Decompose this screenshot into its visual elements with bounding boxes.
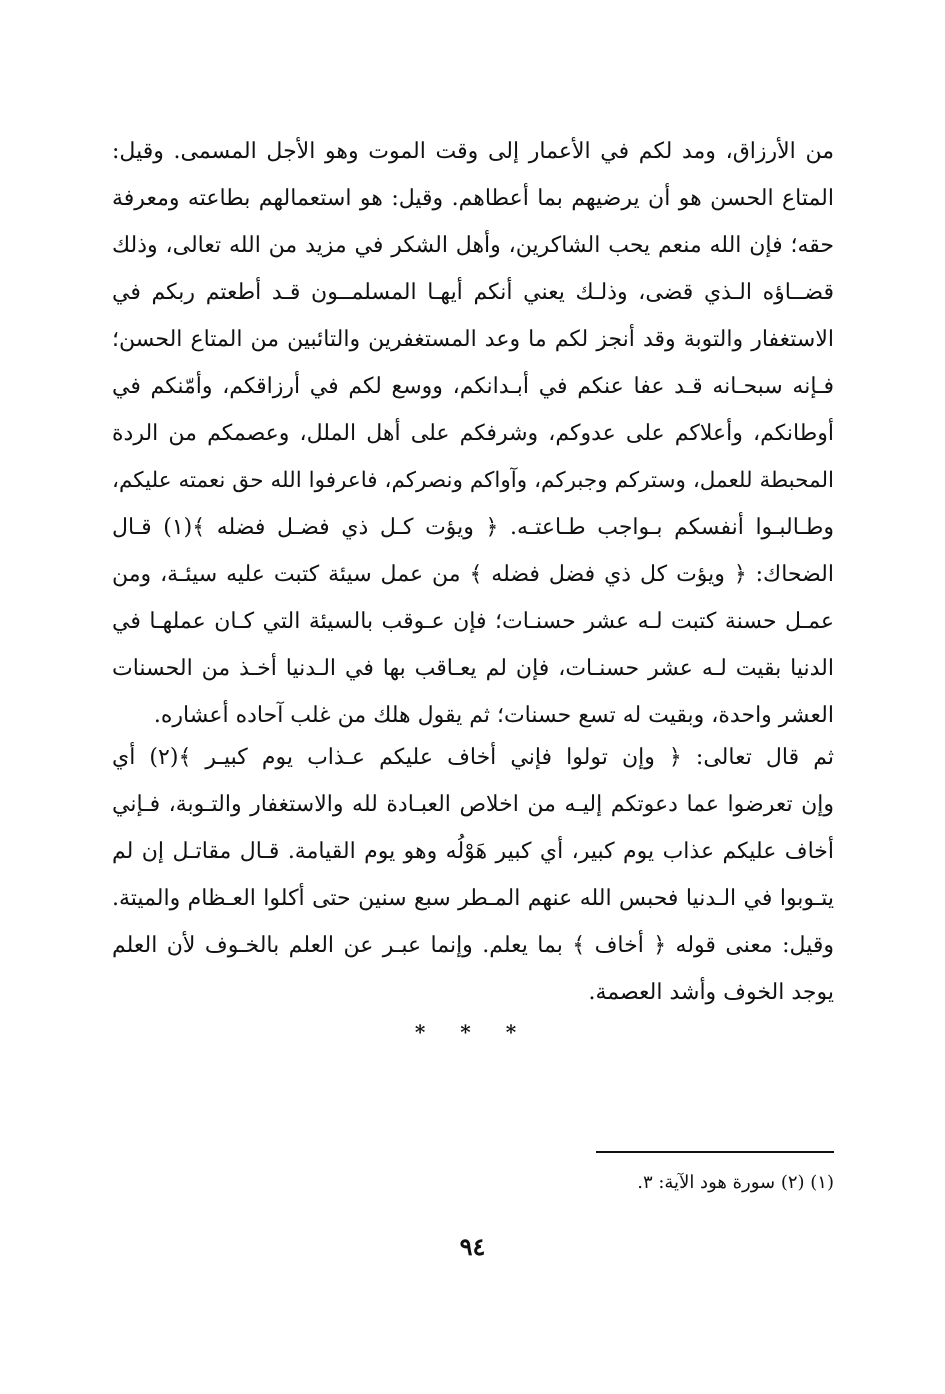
text-line: وإن تعرضوا عما دعوتكم إليـه من اخلاص العبـادة لله والاستغفار والتـوبة، فـإني: [112, 792, 834, 817]
text-line: قضــاؤه الـذي قضى، وذلـك يعني أنكم أيهـا المسلمــون قـد أطعتم ربكم في: [112, 280, 834, 305]
text-line: فـإنه سبحـانه قـد عفا عنكم في أبـدانكم، ووسع لكم في أرزاقكم، وأمّنكم في: [112, 374, 834, 399]
text-line: ثم قال تعالى: ﴿ وإن تولوا فإني أخاف عليكم عـذاب يوم كبيـر ﴾(٢) أي: [112, 745, 834, 770]
paragraph-2: [112, 734, 834, 1016]
text-line: يوجد الخوف وأشد العصمة.: [588, 980, 834, 1005]
text-line: عمـل حسنة كتبت لـه عشر حسنـات؛ فإن عـوقب بالسيئة التي كـان عملهـا في: [112, 609, 834, 634]
page-number: ٩٤: [459, 1232, 486, 1261]
text-line: أخاف عليكم عذاب يوم كبير، أي كبير هَوْلُه وهو يوم القيامة. قـال مقاتـل إن لم: [112, 839, 834, 864]
text-line: من الأرزاق، ومد لكم في الأعمار إلى وقت الموت وهو الأجل المسمى. وقيل:: [112, 139, 834, 164]
text-line: الاستغفار والتوبة وقد أنجز لكم ما وعد المستغفرين والتائبين من المتاع الحسن؛: [112, 327, 834, 352]
text-line: أوطانكم، وأعلاكم على عدوكم، وشرفكم على أهل الملل، وعصمكم من الردة: [112, 421, 834, 446]
text-line: الضحاك: ﴿ ويؤت كل ذي فضل فضله ﴾ من عمل سيئة كتبت عليه سيئـة، ومن: [112, 562, 834, 587]
section-separator: * * *: [414, 1020, 531, 1044]
text-line: يتـوبوا في الـدنيا فحبس الله عنهم المـطر سبع سنين حتى أكلوا العـظام والميتة.: [112, 886, 834, 911]
text-line: المحبطة للعمل، وستركم وجبركم، وآواكم ونصركم، فاعرفوا الله حق نعمته عليكم،: [112, 468, 834, 493]
text-line: حقه؛ فإن الله منعم يحب الشاكرين، وأهل الشكر في مزيد من الله تعالى، وذلك: [112, 233, 834, 258]
paragraph-1: [112, 128, 834, 739]
text-line: وقيل: معنى قوله ﴿ أخاف ﴾ بما يعلم. وإنما عبـر عن العلم بالخـوف لأن العلم: [112, 933, 834, 958]
text-line: وطـالبـوا أنفسكم بـواجب طـاعتـه. ﴿ ويؤت كـل ذي فضـل فضله ﴾(١) قـال: [112, 515, 834, 540]
text-line: المتاع الحسن هو أن يرضيهم بما أعطاهم. وقيل: هو استعمالهم بطاعته ومعرفة: [112, 186, 834, 211]
text-line: الدنيا بقيت لـه عشر حسنـات، فإن لم يعـاقب بها في الـدنيا أخـذ من الحسنات: [112, 656, 834, 681]
footnote: (١) (٢) سورة هود الآية: ٣.: [637, 1172, 834, 1193]
footnote-rule: [596, 1151, 834, 1153]
text-line: العشر واحدة، وبقيت له تسع حسنات؛ ثم يقول هلك من غلب آحاده أعشاره.: [153, 703, 834, 728]
